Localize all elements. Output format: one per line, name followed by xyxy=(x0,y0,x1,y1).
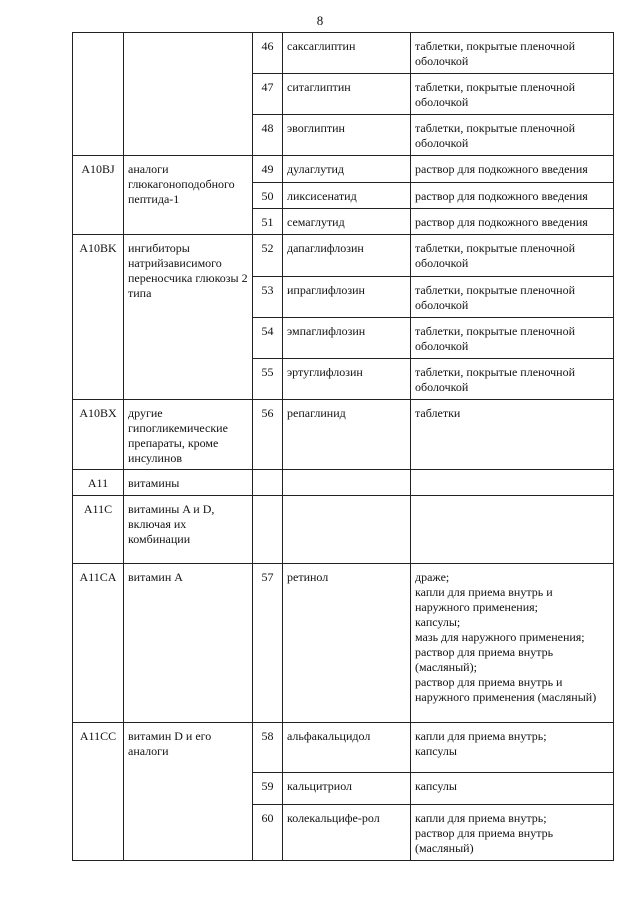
row-number: 58 xyxy=(253,723,283,773)
row-number: 48 xyxy=(253,115,283,156)
dosage-form: таблетки, покрытые пленочной оболочкой xyxy=(411,115,614,156)
atc-code-cell: A11CC xyxy=(73,723,124,861)
group-name-cell: витамины A и D, включая их комбинации xyxy=(124,496,253,564)
group-name-cell: витамин D и его аналоги xyxy=(124,723,253,861)
group-name-cell xyxy=(124,33,253,156)
dosage-form: драже; капли для приема внутрь и наружного применения; капсулы; мазь для наружного применения; раствор для приема внутрь (масляный); раствор для приема внутрь и наружного применения (масляный) xyxy=(411,564,614,723)
drug-table xyxy=(72,32,614,861)
dosage-form: капли для приема внутрь; раствор для приема внутрь (масляный) xyxy=(411,805,614,861)
group-name-cell: витамины xyxy=(124,470,253,496)
atc-code-cell: A11CA xyxy=(73,564,124,723)
drug-name: эмпаглифлозин xyxy=(283,318,411,359)
drug-name: ретинол xyxy=(283,564,411,723)
drug-name xyxy=(283,470,411,496)
drug-name: ликсисенатид xyxy=(283,183,411,209)
row-number: 57 xyxy=(253,564,283,723)
table-row xyxy=(73,564,614,723)
row-number xyxy=(253,496,283,564)
row-number: 55 xyxy=(253,359,283,400)
group-name-cell: аналоги глюкагоноподобного пептида-1 xyxy=(124,156,253,235)
row-number: 56 xyxy=(253,400,283,470)
drug-name: эртуглифлозин xyxy=(283,359,411,400)
dosage-form: таблетки, покрытые пленочной оболочкой xyxy=(411,359,614,400)
dosage-form xyxy=(411,470,614,496)
atc-code-cell: A10BJ xyxy=(73,156,124,235)
dosage-form: раствор для подкожного введения xyxy=(411,183,614,209)
table-row xyxy=(73,723,614,773)
table-row xyxy=(73,33,614,74)
row-number: 53 xyxy=(253,277,283,318)
page-number: 8 xyxy=(316,13,324,28)
atc-code-cell: A10BK xyxy=(73,235,124,400)
row-number: 60 xyxy=(253,805,283,861)
row-number: 46 xyxy=(253,33,283,74)
row-number: 59 xyxy=(253,773,283,805)
dosage-form xyxy=(411,496,614,564)
group-name-cell: ингибиторы натрийзависимого переносчика глюкозы 2 типа xyxy=(124,235,253,400)
drug-name: дулаглутид xyxy=(283,156,411,183)
drug-name xyxy=(283,496,411,564)
drug-name: ситаглиптин xyxy=(283,74,411,115)
dosage-form: раствор для подкожного введения xyxy=(411,209,614,235)
drug-name: колекальцифе-рол xyxy=(283,805,411,861)
group-name-cell: другие гипогликемические препараты, кроме инсулинов xyxy=(124,400,253,470)
dosage-form: таблетки xyxy=(411,400,614,470)
table-row xyxy=(73,235,614,277)
dosage-form: таблетки, покрытые пленочной оболочкой xyxy=(411,277,614,318)
row-number: 51 xyxy=(253,209,283,235)
row-number: 50 xyxy=(253,183,283,209)
dosage-form: раствор для подкожного введения xyxy=(411,156,614,183)
dosage-form: капсулы xyxy=(411,773,614,805)
row-number: 47 xyxy=(253,74,283,115)
atc-code-cell: A11 xyxy=(73,470,124,496)
table-row xyxy=(73,470,614,496)
dosage-form: таблетки, покрытые пленочной оболочкой xyxy=(411,318,614,359)
drug-name: саксаглиптин xyxy=(283,33,411,74)
dosage-form: таблетки, покрытые пленочной оболочкой xyxy=(411,74,614,115)
atc-code-cell: A10BX xyxy=(73,400,124,470)
table-row xyxy=(73,156,614,183)
row-number: 54 xyxy=(253,318,283,359)
dosage-form: таблетки, покрытые пленочной оболочкой xyxy=(411,33,614,74)
table-row xyxy=(73,496,614,564)
row-number xyxy=(253,470,283,496)
group-name-cell: витамин A xyxy=(124,564,253,723)
atc-code-cell xyxy=(73,33,124,156)
dosage-form: капли для приема внутрь; капсулы xyxy=(411,723,614,773)
drug-name: эвоглиптин xyxy=(283,115,411,156)
drug-name: альфакальцидол xyxy=(283,723,411,773)
row-number: 52 xyxy=(253,235,283,277)
drug-name: кальцитриол xyxy=(283,773,411,805)
row-number: 49 xyxy=(253,156,283,183)
drug-name: репаглинид xyxy=(283,400,411,470)
drug-name: дапаглифлозин xyxy=(283,235,411,277)
drug-name: ипраглифлозин xyxy=(283,277,411,318)
atc-code-cell: A11C xyxy=(73,496,124,564)
drug-name: семаглутид xyxy=(283,209,411,235)
table-row xyxy=(73,400,614,470)
dosage-form: таблетки, покрытые пленочной оболочкой xyxy=(411,235,614,277)
